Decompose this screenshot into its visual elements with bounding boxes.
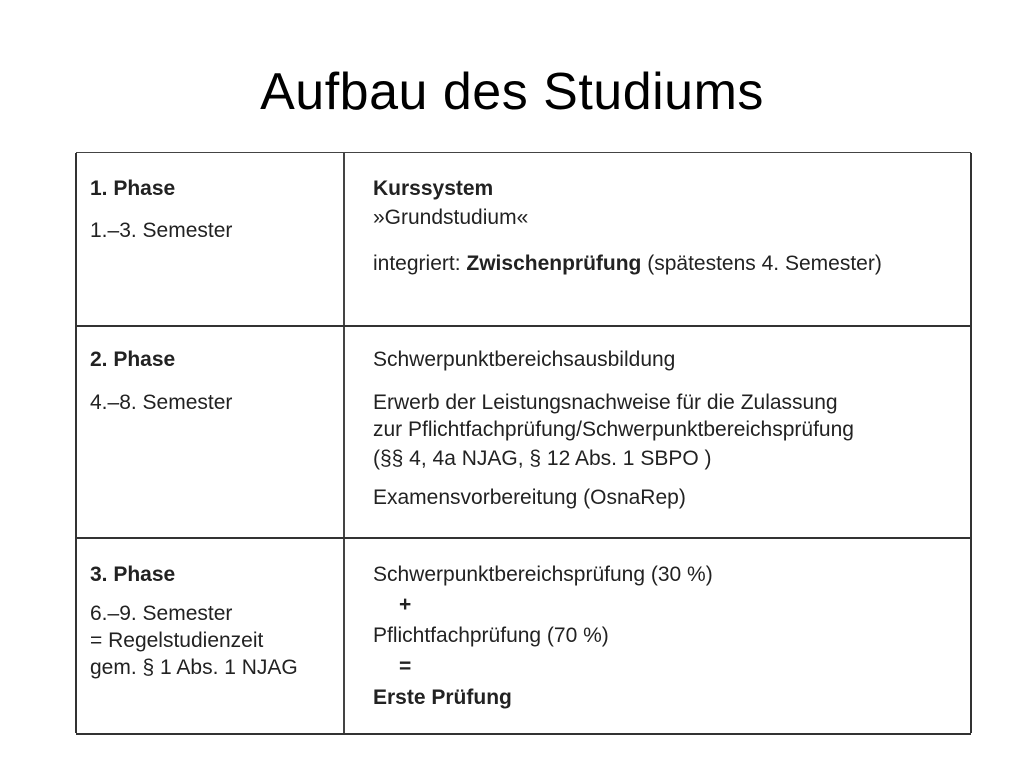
phase-3-exam-2: Pflichtfachprüfung (70 %) xyxy=(373,624,609,647)
equals-sign: = xyxy=(399,655,412,678)
phase-row-1 xyxy=(76,153,971,325)
integrated-prefix: integriert: xyxy=(373,252,461,275)
phase-2-line-5: Examensvorbereitung (OsnaRep) xyxy=(373,486,686,509)
slide-title: Aufbau des Studiums xyxy=(260,63,764,121)
phase-3-name: 3. Phase xyxy=(90,563,176,586)
phase-3-regel-line-1: = Regelstudienzeit xyxy=(90,629,264,652)
phase-row-2 xyxy=(76,327,971,537)
phase-2-semesters: 4.–8. Semester xyxy=(90,391,233,414)
phase-2-line-3: zur Pflichtfachprüfung/Schwerpunktbereichsprüfung xyxy=(373,418,854,441)
phase-3-exam-1: Schwerpunktbereichsprüfung (30 %) xyxy=(373,563,713,586)
phase-2-name: 2. Phase xyxy=(90,348,176,371)
phase-2-line-4: (§§ 4, 4a NJAG, § 12 Abs. 1 SBPO ) xyxy=(373,447,712,470)
phase-2-line-1: Schwerpunktbereichsausbildung xyxy=(373,348,676,371)
phase-3-regel-line-2: gem. § 1 Abs. 1 NJAG xyxy=(90,656,298,679)
phase-1-subheading: »Grundstudium« xyxy=(373,206,529,229)
integrated-exam: Zwischenprüfung xyxy=(466,252,642,275)
phase-1-integrated xyxy=(373,251,882,276)
phase-1-heading: Kurssystem xyxy=(373,177,494,200)
plus-sign: + xyxy=(399,593,412,616)
phase-1-name: 1. Phase xyxy=(90,177,176,200)
phase-2-line-2: Erwerb der Leistungsnachweise für die Zulassung xyxy=(373,391,838,414)
phase-row-3 xyxy=(76,539,971,731)
phase-table xyxy=(76,152,971,735)
phase-3-semesters: 6.–9. Semester xyxy=(90,602,233,625)
phase-3-result: Erste Prüfung xyxy=(373,686,512,709)
integrated-suffix: (spätestens 4. Semester) xyxy=(647,252,882,275)
phase-1-semesters: 1.–3. Semester xyxy=(90,219,233,242)
